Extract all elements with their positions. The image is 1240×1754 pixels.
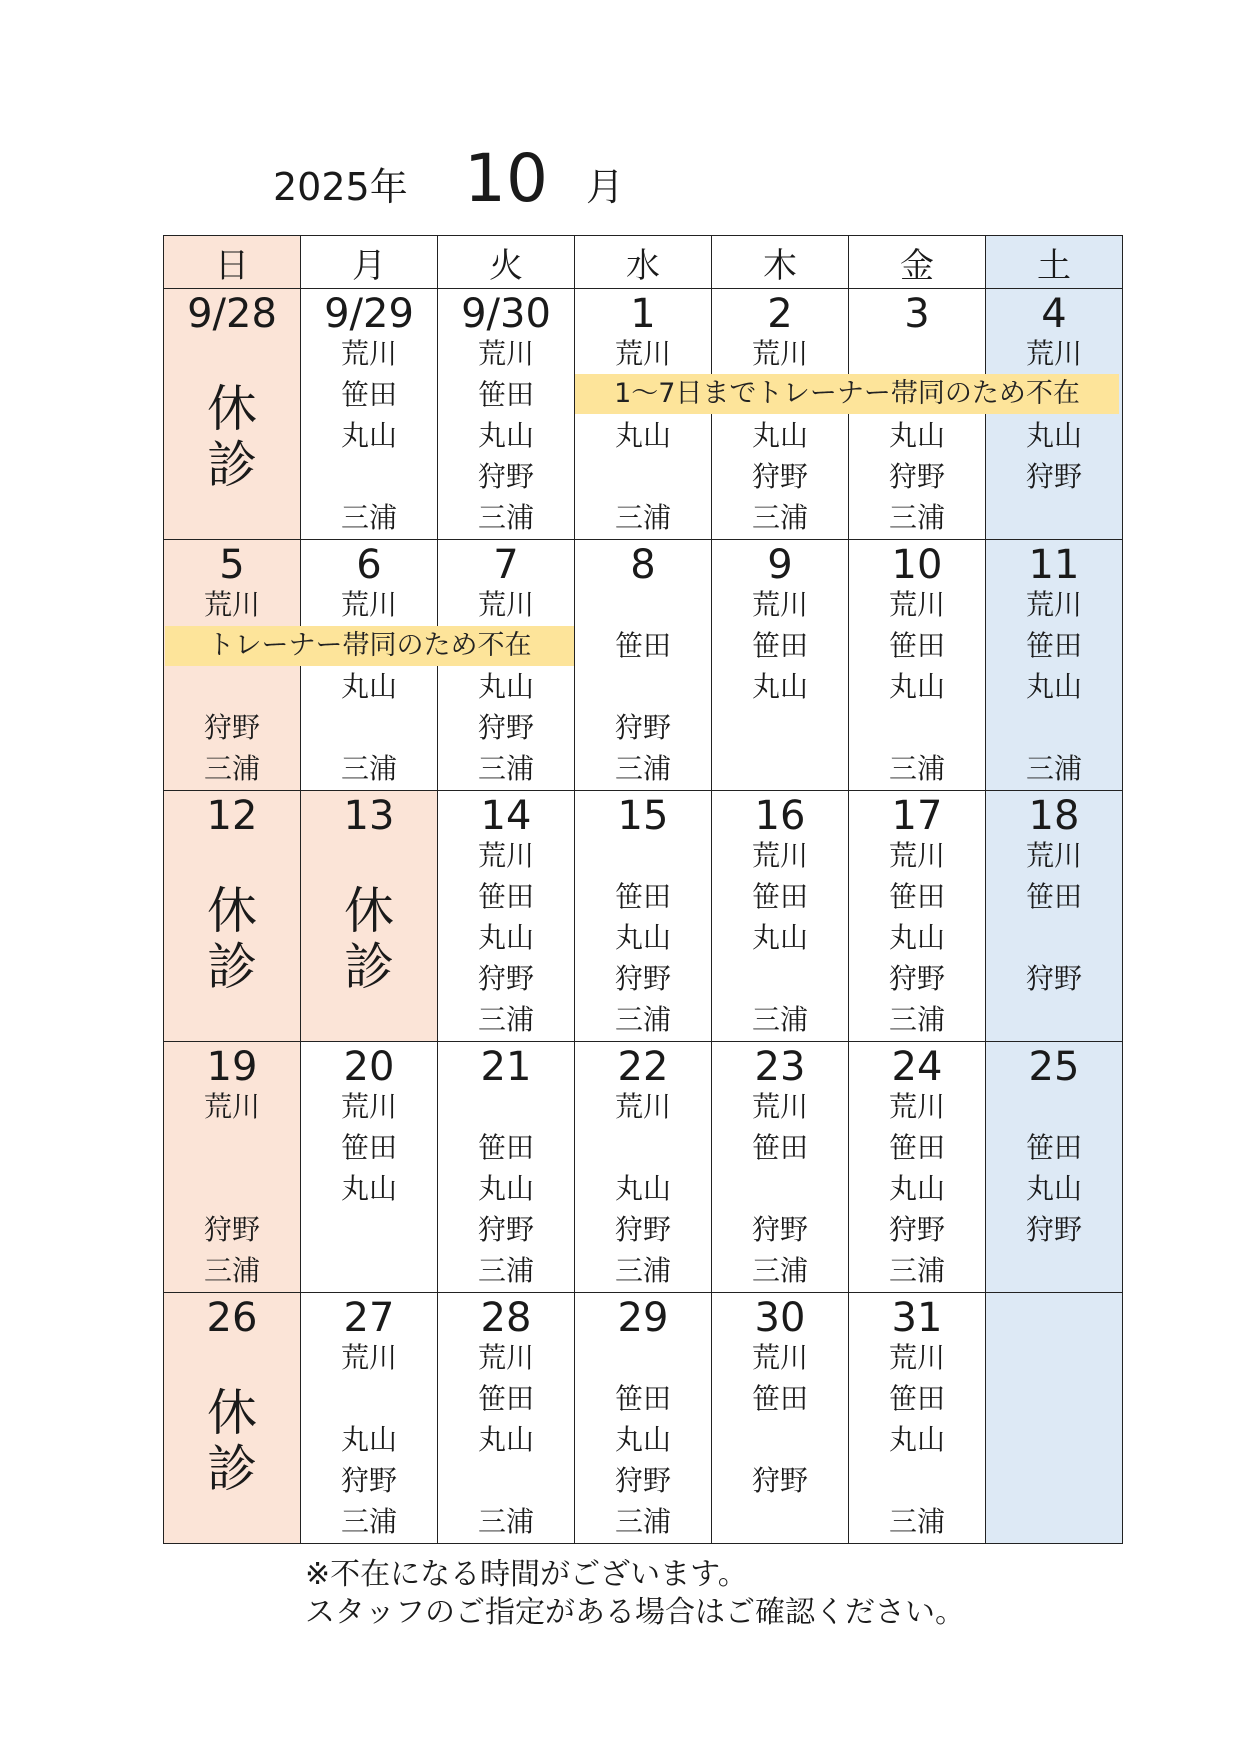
- day-cell: [849, 791, 986, 1042]
- day-cell: [164, 289, 301, 540]
- weekday-header-row: [164, 236, 1123, 289]
- day-cell: [712, 1293, 849, 1544]
- day-number: 28: [480, 1295, 532, 1341]
- trainer-absence-banner-week2: トレーナー帯同のため不在: [165, 626, 574, 666]
- day-number: 9/28: [187, 291, 277, 337]
- staff-name: 三浦: [477, 1254, 534, 1287]
- day-number: 6: [356, 542, 382, 588]
- title-year: 2025年: [273, 165, 408, 209]
- day-number: 10: [891, 542, 943, 588]
- staff-name: 三浦: [888, 501, 945, 534]
- day-cell: [712, 791, 849, 1042]
- staff-name: 三浦: [203, 1254, 260, 1287]
- weekday-friday: 金: [849, 236, 986, 289]
- staff-name: 荒川: [340, 337, 397, 370]
- staff-name: 笹田: [1025, 629, 1082, 662]
- staff-name: 荒川: [340, 1341, 397, 1374]
- day-number: 5: [219, 542, 245, 588]
- staff-name: 荒川: [340, 588, 397, 621]
- staff-name: 笹田: [751, 1382, 808, 1415]
- staff-name: 荒川: [1025, 337, 1082, 370]
- note-confirm: スタッフのご指定がある場合はご確認ください。: [305, 1595, 965, 1630]
- staff-name: 狩野: [751, 1213, 808, 1246]
- staff-name: 三浦: [477, 1505, 534, 1538]
- staff-name: 荒川: [1025, 588, 1082, 621]
- day-cell: [712, 289, 849, 540]
- day-cell: [438, 1293, 575, 1544]
- staff-name: 荒川: [888, 1090, 945, 1123]
- staff-name: 笹田: [888, 1131, 945, 1164]
- closed-char: 診: [207, 938, 257, 996]
- day-cell: [575, 791, 712, 1042]
- staff-name: 狩野: [340, 1464, 397, 1497]
- calendar-title: [0, 140, 1240, 220]
- staff-name: 狩野: [614, 711, 671, 744]
- staff-name: 荒川: [1025, 839, 1082, 872]
- day-number: 9: [767, 542, 793, 588]
- staff-name: 荒川: [888, 1341, 945, 1374]
- day-cell: [986, 540, 1123, 791]
- staff-name: 丸山: [1025, 1172, 1082, 1205]
- day-number: 29: [617, 1295, 669, 1341]
- weekday-sunday: 日: [164, 236, 301, 289]
- staff-name: 狩野: [477, 460, 534, 493]
- staff-name: 荒川: [888, 839, 945, 872]
- closed-char: 休: [344, 882, 394, 940]
- staff-name: 三浦: [477, 752, 534, 785]
- day-number: 22: [617, 1044, 669, 1090]
- staff-name: 荒川: [751, 1090, 808, 1123]
- staff-name: 三浦: [340, 752, 397, 785]
- day-number: 26: [206, 1295, 258, 1341]
- day-cell: [575, 540, 712, 791]
- staff-name: 荒川: [477, 588, 534, 621]
- day-number: 7: [493, 542, 519, 588]
- trainer-absence-banner-week1: 1～7日までトレーナー帯同のため不在: [575, 374, 1119, 414]
- staff-name: 荒川: [203, 1090, 260, 1123]
- staff-name: 荒川: [751, 1341, 808, 1374]
- closed-char: 休: [207, 1384, 257, 1442]
- staff-name: 三浦: [614, 1254, 671, 1287]
- staff-name: 丸山: [340, 1423, 397, 1456]
- staff-name: 丸山: [477, 1172, 534, 1205]
- staff-name: 丸山: [477, 921, 534, 954]
- title-month: 10: [464, 140, 548, 217]
- day-number: 20: [343, 1044, 395, 1090]
- day-cell: [849, 540, 986, 791]
- staff-name: 三浦: [888, 1003, 945, 1036]
- day-number: 14: [480, 793, 532, 839]
- staff-name: 丸山: [477, 419, 534, 452]
- staff-name: 狩野: [614, 1213, 671, 1246]
- staff-name: 笹田: [477, 1131, 534, 1164]
- day-number: 11: [1028, 542, 1080, 588]
- day-number: 8: [630, 542, 656, 588]
- staff-name: 丸山: [340, 670, 397, 703]
- staff-name: 狩野: [888, 1213, 945, 1246]
- calendar-grid: [163, 235, 1123, 1544]
- staff-name: 三浦: [1025, 752, 1082, 785]
- staff-name: 三浦: [751, 501, 808, 534]
- staff-name: 笹田: [614, 1382, 671, 1415]
- staff-name: 丸山: [614, 419, 671, 452]
- staff-name: 狩野: [1025, 1213, 1082, 1246]
- day-number: 4: [1041, 291, 1067, 337]
- staff-name: 笹田: [751, 880, 808, 913]
- closed-char: 診: [344, 938, 394, 996]
- staff-name: 荒川: [477, 337, 534, 370]
- day-cell: [301, 1293, 438, 1544]
- staff-name: 笹田: [340, 378, 397, 411]
- day-number: 3: [904, 291, 930, 337]
- day-cell: [712, 540, 849, 791]
- staff-name: 笹田: [477, 1382, 534, 1415]
- day-cell: [986, 1042, 1123, 1293]
- day-cell: [849, 289, 986, 540]
- staff-name: 狩野: [614, 1464, 671, 1497]
- staff-name: 荒川: [888, 588, 945, 621]
- staff-name: 丸山: [340, 419, 397, 452]
- staff-name: 荒川: [751, 588, 808, 621]
- staff-name: 三浦: [614, 1505, 671, 1538]
- day-number: 16: [754, 793, 806, 839]
- day-cell: [575, 1293, 712, 1544]
- weekday-wednesday: 水: [575, 236, 712, 289]
- closed-char: 休: [207, 380, 257, 438]
- staff-name: 笹田: [751, 629, 808, 662]
- closed-label: [301, 883, 437, 995]
- week-row: [164, 1042, 1123, 1293]
- day-cell: [438, 1042, 575, 1293]
- title-month-unit: 月: [586, 165, 625, 209]
- closed-label: [164, 1385, 300, 1497]
- staff-name: 笹田: [477, 378, 534, 411]
- staff-name: 狩野: [888, 962, 945, 995]
- day-cell: [986, 791, 1123, 1042]
- staff-name: 三浦: [477, 1003, 534, 1036]
- week-row: [164, 791, 1123, 1042]
- day-number: 15: [617, 793, 669, 839]
- day-cell: [712, 1042, 849, 1293]
- staff-name: 荒川: [340, 1090, 397, 1123]
- staff-name: 狩野: [203, 1213, 260, 1246]
- staff-name: 丸山: [477, 670, 534, 703]
- day-cell: [164, 1042, 301, 1293]
- staff-name: 笹田: [751, 1131, 808, 1164]
- staff-name: 丸山: [477, 1423, 534, 1456]
- staff-name: 狩野: [477, 1213, 534, 1246]
- staff-name: 三浦: [614, 1003, 671, 1036]
- staff-name: 笹田: [888, 629, 945, 662]
- day-number: 31: [891, 1295, 943, 1341]
- closed-label: [164, 381, 300, 493]
- staff-name: 荒川: [477, 1341, 534, 1374]
- closed-char: 休: [207, 882, 257, 940]
- staff-name: 丸山: [751, 670, 808, 703]
- staff-name: 狩野: [751, 460, 808, 493]
- staff-name: 丸山: [888, 670, 945, 703]
- staff-name: 狩野: [888, 460, 945, 493]
- staff-name: 丸山: [888, 921, 945, 954]
- staff-name: 丸山: [751, 921, 808, 954]
- staff-name: 笹田: [1025, 1131, 1082, 1164]
- staff-name: 笹田: [614, 629, 671, 662]
- closed-char: 診: [207, 1440, 257, 1498]
- day-cell: [986, 289, 1123, 540]
- day-cell: [301, 289, 438, 540]
- staff-name: 狩野: [203, 711, 260, 744]
- day-cell: [575, 289, 712, 540]
- staff-name: 荒川: [614, 1090, 671, 1123]
- staff-name: 三浦: [614, 752, 671, 785]
- day-cell: [438, 791, 575, 1042]
- day-number: 13: [343, 793, 395, 839]
- staff-name: 三浦: [477, 501, 534, 534]
- staff-name: 笹田: [614, 880, 671, 913]
- closed-label: [164, 883, 300, 995]
- staff-name: 狩野: [1025, 962, 1082, 995]
- staff-name: 丸山: [751, 419, 808, 452]
- week-row: [164, 289, 1123, 540]
- staff-name: 笹田: [477, 880, 534, 913]
- day-cell: [575, 1042, 712, 1293]
- staff-name: 三浦: [888, 1505, 945, 1538]
- day-number: 18: [1028, 793, 1080, 839]
- staff-name: 丸山: [614, 1172, 671, 1205]
- day-number: 21: [480, 1044, 532, 1090]
- staff-name: 狩野: [477, 711, 534, 744]
- note-absence: ※不在になる時間がございます。: [305, 1557, 748, 1592]
- staff-name: 荒川: [614, 337, 671, 370]
- day-cell: [986, 1293, 1123, 1544]
- day-number: 2: [767, 291, 793, 337]
- day-number: 27: [343, 1295, 395, 1341]
- weekday-monday: 月: [301, 236, 438, 289]
- day-number: 17: [891, 793, 943, 839]
- staff-name: 狩野: [751, 1464, 808, 1497]
- day-number: 25: [1028, 1044, 1080, 1090]
- staff-name: 三浦: [751, 1003, 808, 1036]
- staff-name: 丸山: [888, 1172, 945, 1205]
- staff-name: 狩野: [614, 962, 671, 995]
- staff-name: 狩野: [1025, 460, 1082, 493]
- staff-name: 笹田: [340, 1131, 397, 1164]
- staff-name: 荒川: [203, 588, 260, 621]
- staff-name: 丸山: [1025, 670, 1082, 703]
- staff-name: 三浦: [751, 1254, 808, 1287]
- staff-name: 笹田: [888, 1382, 945, 1415]
- day-number: 24: [891, 1044, 943, 1090]
- day-cell: [164, 1293, 301, 1544]
- weekday-tuesday: 火: [438, 236, 575, 289]
- day-number: 9/29: [324, 291, 414, 337]
- staff-name: 丸山: [614, 1423, 671, 1456]
- closed-char: 診: [207, 436, 257, 494]
- staff-name: 三浦: [614, 501, 671, 534]
- day-number: 23: [754, 1044, 806, 1090]
- day-number: 9/30: [461, 291, 551, 337]
- staff-name: 三浦: [203, 752, 260, 785]
- staff-name: 笹田: [1025, 880, 1082, 913]
- staff-name: 荒川: [751, 839, 808, 872]
- day-cell: [301, 791, 438, 1042]
- day-cell: [301, 1042, 438, 1293]
- staff-name: 荒川: [751, 337, 808, 370]
- day-cell: [438, 289, 575, 540]
- staff-name: 荒川: [477, 839, 534, 872]
- staff-name: 丸山: [1025, 419, 1082, 452]
- week-row: [164, 1293, 1123, 1544]
- staff-name: 三浦: [340, 1505, 397, 1538]
- staff-name: 三浦: [888, 752, 945, 785]
- day-number: 19: [206, 1044, 258, 1090]
- day-cell: [849, 1293, 986, 1544]
- day-number: 30: [754, 1295, 806, 1341]
- staff-name: 丸山: [888, 419, 945, 452]
- day-number: 1: [630, 291, 656, 337]
- staff-name: 笹田: [888, 880, 945, 913]
- staff-name: 狩野: [477, 962, 534, 995]
- staff-name: 三浦: [888, 1254, 945, 1287]
- staff-name: 丸山: [888, 1423, 945, 1456]
- day-cell: [849, 1042, 986, 1293]
- weekday-saturday: 土: [986, 236, 1123, 289]
- staff-name: 丸山: [340, 1172, 397, 1205]
- staff-name: 丸山: [614, 921, 671, 954]
- day-cell: [164, 791, 301, 1042]
- staff-name: 三浦: [340, 501, 397, 534]
- weekday-thursday: 木: [712, 236, 849, 289]
- day-number: 12: [206, 793, 258, 839]
